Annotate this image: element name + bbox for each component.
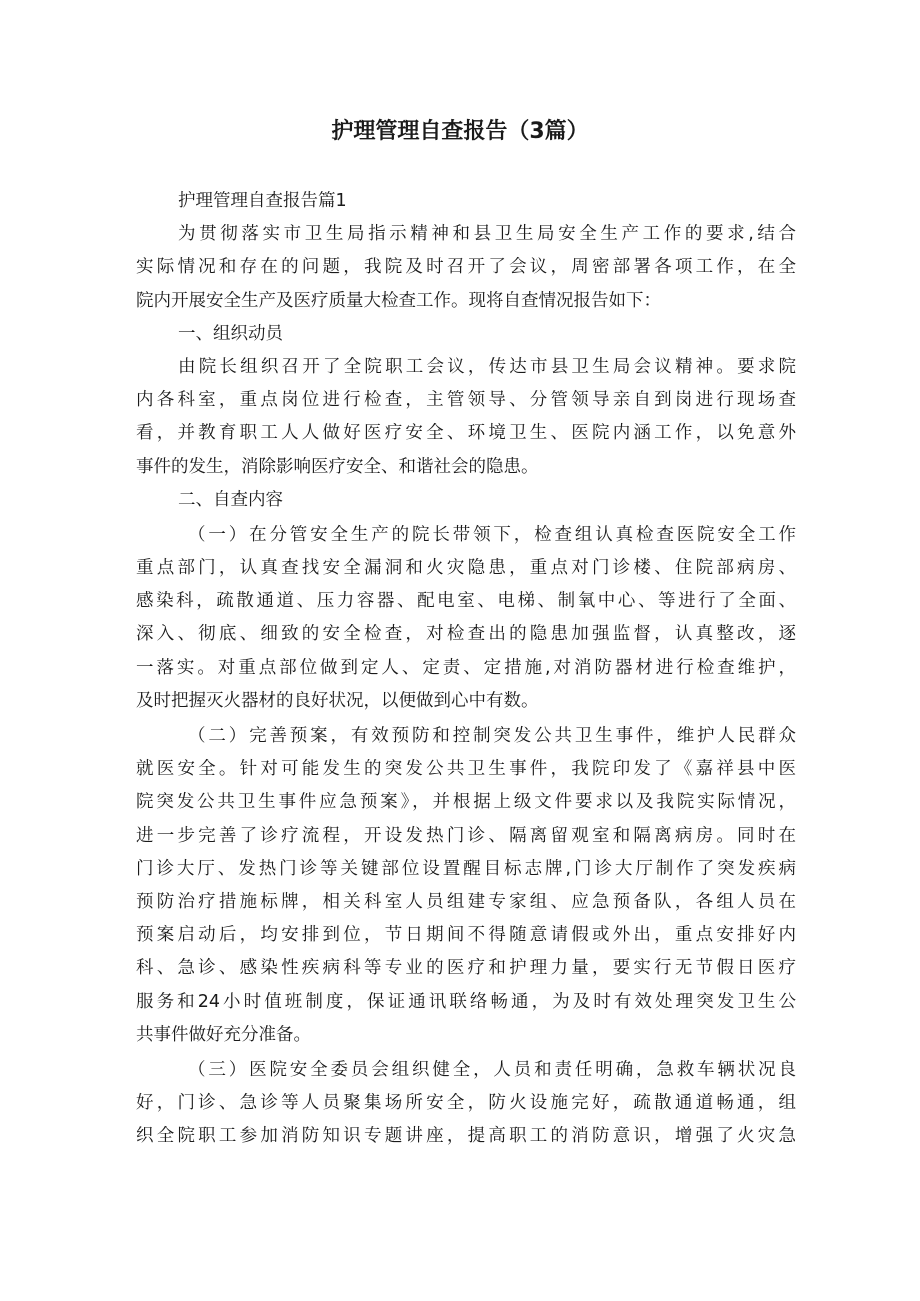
paragraph-line: 由院长组织召开了全院职工会议，传达市县卫生局会议精神。要求院	[178, 356, 796, 377]
paragraph-line: 看，并教育职工人人做好医疗安全、环境卫生、医院内涵工作，以免意外	[136, 423, 796, 444]
section-heading: 一、组织动员	[178, 323, 283, 344]
paragraph-line: 好，门诊、急诊等人员聚集场所安全，防火设施完好，疏散通道畅通，组	[136, 1093, 796, 1114]
paragraph-line: （一）在分管安全生产的院长带领下，检查组认真检查医院安全工作	[188, 524, 796, 545]
paragraph-line: 门诊大厅、发热门诊等关键部位设置醒目标志牌,门诊大厅制作了突发疾病	[136, 858, 796, 879]
paragraph-line: 就医安全。针对可能发生的突发公共卫生事件，我院印发了《嘉祥县中医	[136, 759, 796, 780]
paragraph-line: （三）医院安全委员会组织健全，人员和责任明确，急救车辆状况良	[188, 1059, 796, 1080]
paragraph-line: 进一步完善了诊疗流程，开设发热门诊、隔离留观室和隔离病房。同时在	[136, 825, 796, 846]
paragraph-line: （二）完善预案，有效预防和控制突发公共卫生事件，维护人民群众	[188, 726, 796, 746]
document-body	[136, 185, 796, 1153]
paragraph-line: 预案启动后，均安排到位，节日期间不得随意请假或外出，重点安排好内	[136, 925, 796, 946]
paragraph-line: 感染科，疏散通道、压力容器、配电室、电梯、制氧中心、等进行了全面、	[136, 591, 796, 612]
paragraph-line: 为贯彻落实市卫生局指示精神和县卫生局安全生产工作的要求,结合	[178, 224, 796, 245]
document-title: 护理管理自查报告（3篇）	[331, 119, 589, 144]
paragraph-line: 实际情况和存在的问题，我院及时召开了会议，周密部署各项工作，在全	[136, 257, 796, 278]
paragraph-line: 内各科室，重点岗位进行检查，主管领导、分管领导亲自到岗进行现场查	[136, 390, 796, 411]
paragraph-line: 事件的发生，消除影响医疗安全、和谐社会的隐患。	[136, 456, 539, 477]
paragraph-line: 一落实。对重点部位做到定人、定责、定措施,对消防器材进行检查维护，	[136, 657, 796, 678]
paragraph-line: 预防治疗措施标牌，相关科室人员组建专家组、应急预备队，各组人员在	[136, 891, 796, 912]
paragraph-line: 重点部门，认真查找安全漏洞和火灾隐患，重点对门诊楼、住院部病房、	[136, 558, 796, 579]
paragraph-line: 深入、彻底、细致的安全检查，对检查出的隐患加强监督，认真整改，逐	[136, 624, 796, 645]
paragraph-line: 院内开展安全生产及医疗质量大检查工作。现将自查情况报告如下：	[136, 290, 661, 311]
paragraph-line: 织全院职工参加消防知识专题讲座，提高职工的消防意识，增强了火灾急	[136, 1126, 796, 1147]
section-heading: 二、自查内容	[178, 489, 283, 510]
paragraph-line: 共事件做好充分准备。	[136, 1024, 311, 1045]
paragraph-line: 院突发公共卫生事件应急预案》，并根据上级文件要求以及我院实际情况，	[136, 792, 796, 813]
paragraph-line: 服务和24小时值班制度，保证通讯联络畅通，为及时有效处理突发卫生公	[136, 991, 796, 1012]
paragraph-line: 科、急诊、感染性疾病科等专业的医疗和护理力量，要实行无节假日医疗	[136, 958, 796, 979]
section-heading: 护理管理自查报告篇1	[178, 191, 347, 211]
paragraph-line: 及时把握灭火器材的良好状况，以便做到心中有数。	[136, 690, 539, 711]
